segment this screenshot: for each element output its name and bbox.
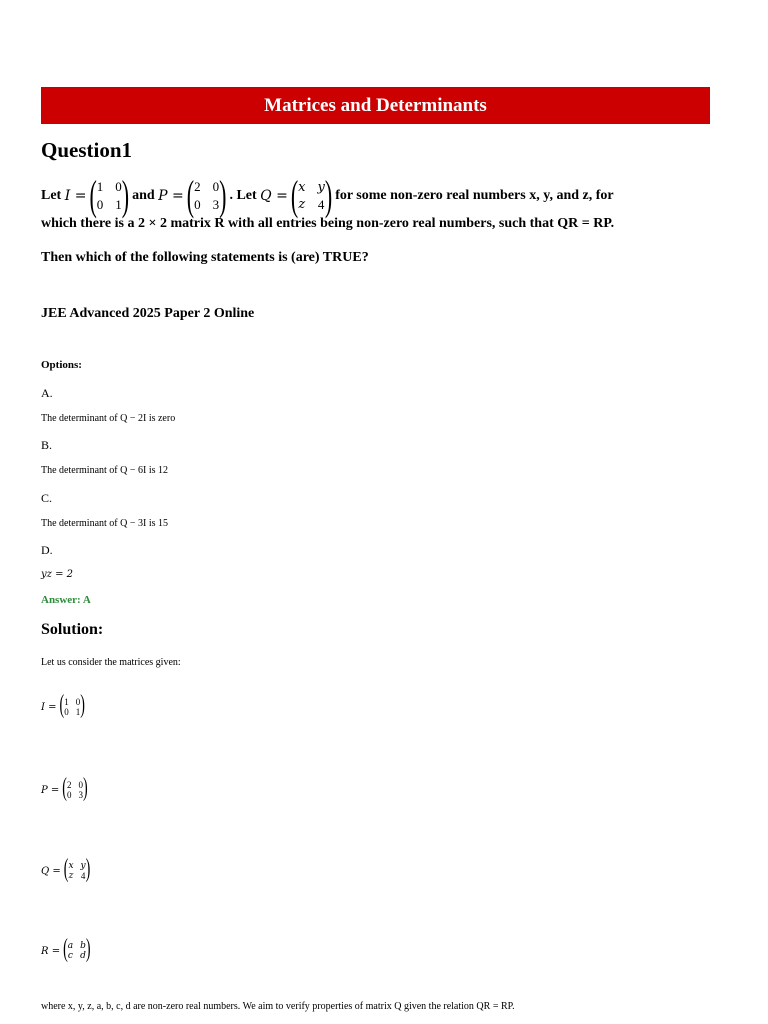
matrix-q: ( x y z 4 ) [290, 171, 333, 219]
matrix-cell: 2 [66, 780, 72, 790]
matrix-cell: a [67, 941, 74, 951]
matrix-cell: d [80, 951, 86, 961]
let-q-text: . Let [229, 188, 257, 203]
matrix-cell: 3 [78, 790, 83, 800]
matrix-cell: 4 [80, 871, 86, 881]
question-line-3: Then which of the following statements is (are) TRUE? [41, 250, 369, 265]
matrix-label: Q = [41, 865, 61, 877]
topic-banner [41, 87, 710, 124]
i-symbol: I = [64, 188, 87, 204]
matrix-cell: z [68, 871, 74, 881]
matrix-cell: 1 [64, 697, 69, 707]
matrix-p: ( 2 0 0 3 ) [186, 171, 227, 219]
matrix-cell: 2 [194, 179, 201, 194]
matrix-cell: 0 [64, 707, 69, 717]
option-d-text: yz = 2 [41, 569, 74, 580]
matrix-cell: b [80, 941, 86, 951]
answer-label: Answer: A [41, 594, 91, 606]
matrix-label: R = [41, 945, 61, 957]
option-c-letter: C. [41, 491, 53, 505]
solution-matrix-i: I = ( 1 0 0 1 ) [41, 691, 85, 721]
matrix-cell: 0 [212, 179, 220, 194]
matrix-label: I = [41, 701, 57, 713]
matrix-cell: 1 [75, 707, 81, 717]
q-symbol: Q = [260, 188, 288, 204]
question-title: Question1 [41, 138, 133, 162]
solution-intro: Let us consider the matrices given: [41, 657, 181, 668]
matrix-cell: 0 [66, 790, 72, 800]
question-line-1 [41, 171, 614, 219]
and-text: and [132, 188, 155, 203]
matrix-cell: 0 [75, 697, 81, 707]
matrix-cell: x [68, 861, 74, 871]
matrix-i: ( 1 0 0 1 ) [89, 171, 130, 219]
let-text: Let [41, 188, 62, 203]
matrix-cell: 1 [96, 179, 104, 194]
matrix-cell: c [67, 951, 73, 961]
question-text-end: for some non-zero real numbers x, y, and z, for [335, 188, 614, 203]
matrix-cell: 4 [317, 196, 325, 212]
matrix-cell: 1 [115, 197, 122, 212]
matrix-cell: 0 [78, 780, 83, 790]
matrix-cell: x [298, 179, 306, 195]
option-d-letter: D. [41, 543, 53, 557]
matrix-cell: y [80, 861, 86, 871]
matrix-label: P = [41, 784, 60, 796]
matrix-cell: y [317, 179, 325, 195]
matrix-cell: 0 [115, 179, 122, 194]
matrix-cell: 3 [212, 197, 220, 212]
option-b-text: The determinant of Q − 6I is 12 [41, 465, 168, 476]
solution-matrix-r: R = ( a b c d ) [41, 935, 91, 965]
solution-heading: Solution: [41, 621, 104, 638]
solution-outro: where x, y, z, a, b, c, d are non-zero real numbers. We aim to verify properties of matrix Q given the relation QR = RP. [41, 1001, 515, 1012]
solution-matrix-q: Q = ( x y z 4 ) [41, 855, 91, 885]
matrix-cell: 0 [194, 197, 201, 212]
question-line-2: which there is a 2 × 2 matrix R with all entries being non-zero real numbers, such that QR = RP. [41, 216, 615, 231]
solution-matrix-p: P = ( 2 0 0 3 ) [41, 774, 88, 804]
option-a-text: The determinant of Q − 2I is zero [41, 413, 176, 424]
exam-source: JEE Advanced 2025 Paper 2 Online [41, 306, 255, 321]
option-c-text: The determinant of Q − 3I is 15 [41, 518, 168, 529]
option-a-letter: A. [41, 386, 53, 400]
options-heading: Options: [41, 359, 82, 371]
topic-title: Matrices and Determinants [264, 94, 487, 116]
p-symbol: P = [158, 188, 184, 204]
matrix-cell: z [298, 196, 306, 212]
matrix-cell: 0 [96, 197, 104, 212]
option-b-letter: B. [41, 438, 53, 452]
